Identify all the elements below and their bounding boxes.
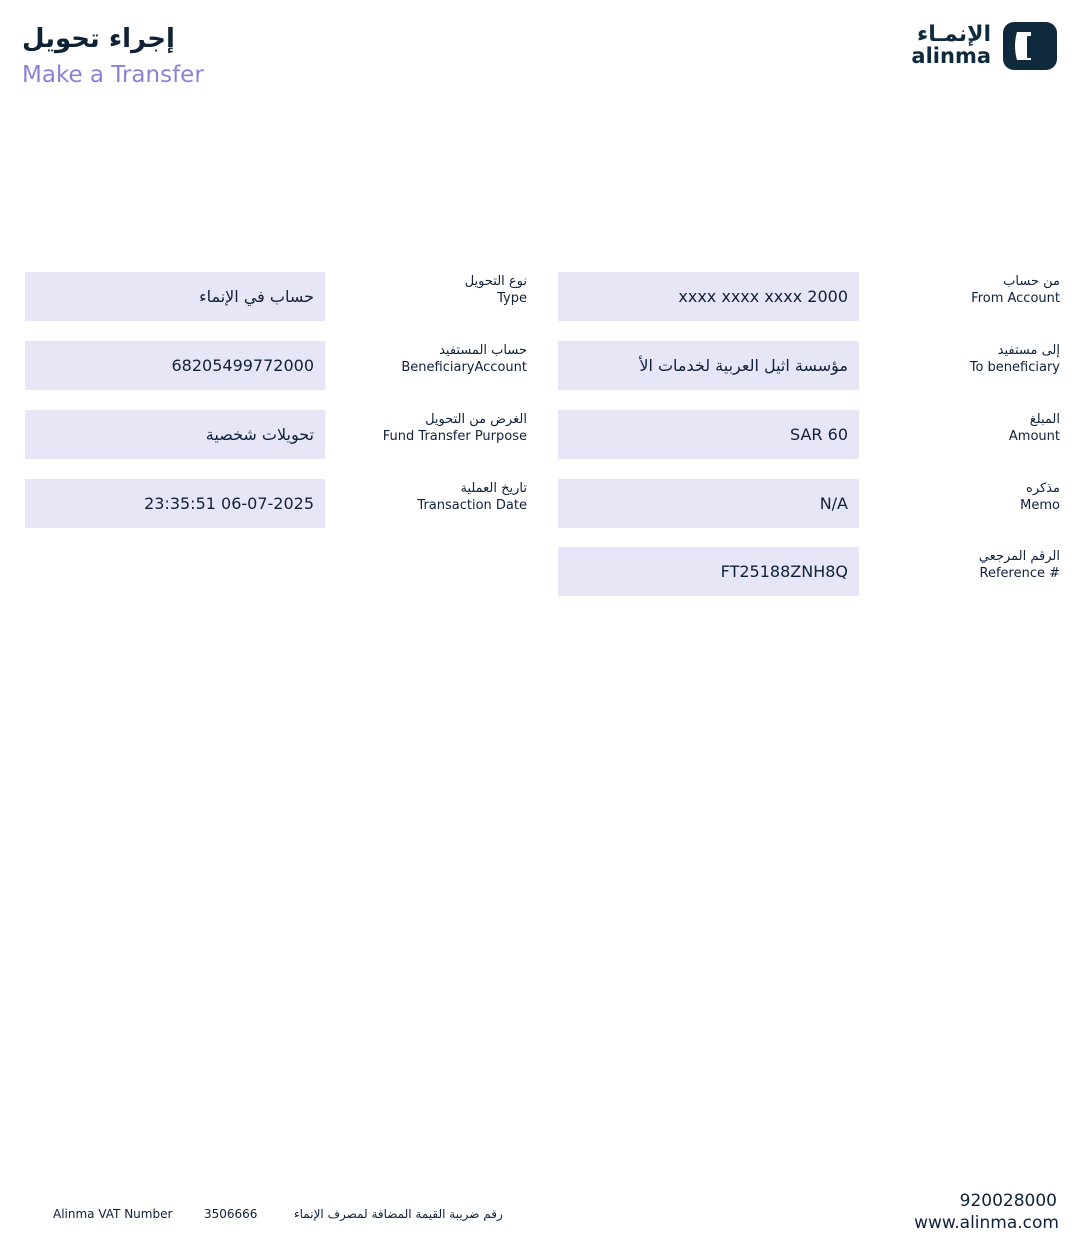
- label-transaction-date-en: Transaction Date: [417, 498, 527, 513]
- memo-value: N/A: [558, 479, 859, 528]
- phone-number: 920028000: [959, 1191, 1057, 1211]
- beneficiary-account-value: 68205499772000: [25, 341, 325, 390]
- vat-label-arabic: رقم ضريبة القيمة المضافة لمصرف الإنماء: [294, 1207, 503, 1221]
- label-memo: [1020, 480, 1060, 514]
- vat-label-english: Alinma VAT Number: [53, 1207, 173, 1221]
- label-amount-ar: المبلغ: [1029, 412, 1060, 427]
- label-beneficiary-account-en: BeneficiaryAccount: [401, 360, 527, 375]
- label-to-beneficiary-ar: إلى مستفيد: [997, 343, 1060, 358]
- page-title-english: Make a Transfer: [22, 62, 204, 88]
- from-account-value: xxxx xxxx xxxx 2000: [558, 272, 859, 321]
- purpose-value: تحويلات شخصية: [25, 410, 325, 459]
- logo-text-arabic: الإنمـاء: [917, 22, 991, 47]
- label-amount: [1009, 411, 1060, 445]
- label-from-account: [971, 273, 1060, 307]
- type-value: حساب في الإنماء: [25, 272, 325, 321]
- label-purpose: [383, 411, 527, 445]
- label-transaction-date-ar: تاريخ العملية: [460, 481, 527, 496]
- transaction-date-value: 23:35:51 06-07-2025: [25, 479, 325, 528]
- logo-text-english: alinma: [911, 44, 991, 68]
- to-beneficiary-value: مؤسسة اثيل العربية لخدمات الأ: [558, 341, 859, 390]
- label-beneficiary-account: [401, 342, 527, 376]
- label-to-beneficiary: [970, 342, 1060, 376]
- alinma-logo: [897, 22, 1057, 70]
- label-purpose-ar: الغرض من التحويل: [425, 412, 527, 427]
- label-beneficiary-account-ar: حساب المستفيد: [439, 343, 527, 358]
- alinma-logo-mark-icon: [1003, 22, 1057, 70]
- label-from-account-ar: من حساب: [1003, 274, 1060, 289]
- amount-value: SAR 60: [558, 410, 859, 459]
- label-purpose-en: Fund Transfer Purpose: [382, 429, 527, 444]
- page-title-arabic: إجراء تحويل: [22, 24, 175, 54]
- label-type-en: Type: [497, 291, 527, 306]
- label-to-beneficiary-en: To beneficiary: [969, 360, 1060, 375]
- label-memo-en: Memo: [1020, 498, 1060, 513]
- reference-value: FT25188ZNH8Q: [558, 547, 859, 596]
- label-reference: [979, 548, 1060, 582]
- label-type-ar: نوع التحويل: [464, 274, 527, 289]
- website-link[interactable]: www.alinma.com: [914, 1213, 1059, 1233]
- label-from-account-en: From Account: [971, 291, 1060, 306]
- label-reference-ar: الرقم المرجعي: [978, 549, 1060, 564]
- label-transaction-date: [417, 480, 527, 514]
- label-type: [465, 273, 527, 307]
- label-amount-en: Amount: [1008, 429, 1060, 444]
- vat-number: 3506666: [204, 1207, 258, 1221]
- label-memo-ar: مذكره: [1026, 481, 1060, 496]
- label-reference-en: Reference #: [979, 566, 1060, 581]
